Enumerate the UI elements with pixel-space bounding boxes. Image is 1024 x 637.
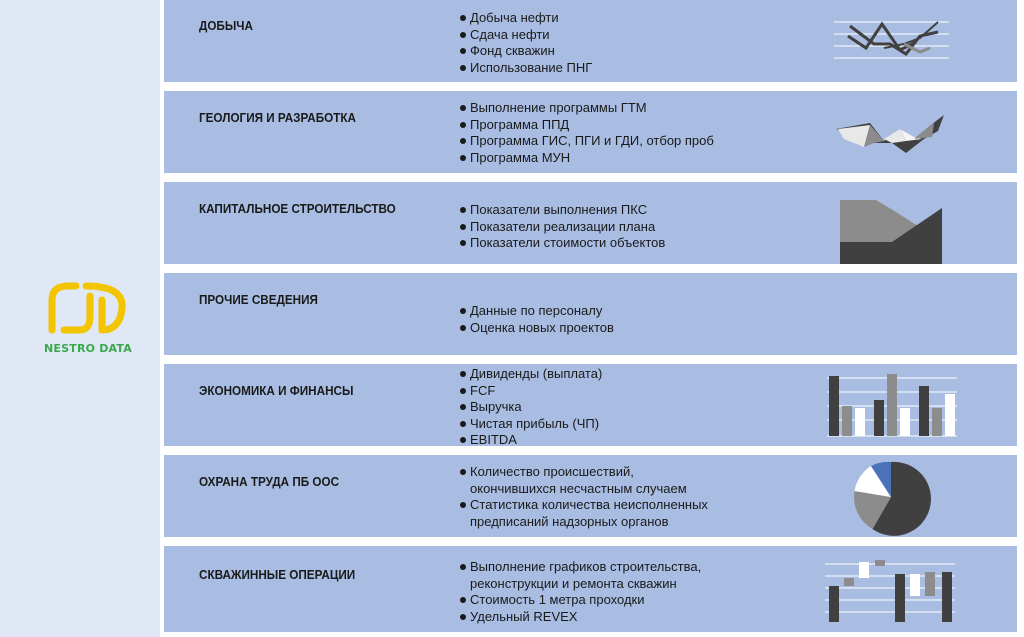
- section-well-operations[interactable]: [164, 546, 1017, 632]
- list-item: Показатели стоимости объектов: [460, 235, 665, 252]
- section-items: [460, 10, 592, 76]
- list-item: Показатели реализации плана: [460, 219, 665, 236]
- list-item: Показатели выполнения ПКС: [460, 202, 665, 219]
- section-items: [460, 202, 665, 252]
- list-item: Программа МУН: [460, 150, 714, 167]
- section-capital-construction[interactable]: [164, 182, 1017, 264]
- section-items: [460, 303, 614, 336]
- section-items: [460, 559, 701, 625]
- list-item: Выполнение графиков строительства,: [460, 559, 701, 576]
- section-items: [460, 464, 708, 530]
- list-item: Количество происшествий,: [460, 464, 708, 481]
- list-item-continuation: предписаний надзорных органов: [470, 513, 669, 529]
- list-item: FCF: [460, 383, 602, 400]
- sidebar: [0, 0, 160, 637]
- logo-mark-icon: [46, 280, 130, 338]
- list-item: Чистая прибыль (ЧП): [460, 416, 602, 433]
- section-production[interactable]: [164, 0, 1017, 82]
- list-item: Стоимость 1 метра проходки: [460, 592, 701, 609]
- list-item-continuation: реконструкции и ремонта скважин: [470, 575, 677, 591]
- section-title: КАПИТАЛЬНОЕ СТРОИТЕЛЬСТВО: [199, 201, 396, 216]
- list-item: Дивиденды (выплата): [460, 366, 602, 383]
- section-title: ДОБЫЧА: [199, 18, 253, 33]
- list-item: Удельный REVEX: [460, 609, 701, 626]
- list-item: Добыча нефти: [460, 10, 592, 27]
- section-items: [460, 100, 714, 166]
- list-item: Статистика количества неисполненных: [460, 497, 708, 514]
- area-3d-chart-icon: [834, 111, 949, 156]
- section-title: ПРОЧИЕ СВЕДЕНИЯ: [199, 292, 318, 307]
- list-item: Выручка: [460, 399, 602, 416]
- area-chart-icon: [836, 200, 946, 264]
- section-title: ЭКОНОМИКА И ФИНАНСЫ: [199, 383, 354, 398]
- waterfall-chart-icon: [825, 558, 955, 624]
- list-item: Оценка новых проектов: [460, 320, 614, 337]
- section-title: СКВАЖИННЫЕ ОПЕРАЦИИ: [199, 567, 356, 582]
- list-item-continuation: окончившихся несчастным случаем: [470, 480, 687, 496]
- pie-chart-icon: [849, 459, 933, 537]
- section-items: [460, 366, 602, 449]
- section-title: ГЕОЛОГИЯ И РАЗРАБОТКА: [199, 110, 356, 125]
- nestro-logo: [38, 280, 138, 360]
- section-economics[interactable]: [164, 364, 1017, 446]
- brand-name: NESTRO DATA: [44, 342, 132, 355]
- section-other-info[interactable]: [164, 273, 1017, 355]
- line-chart-icon: [834, 14, 949, 62]
- bar-chart-icon: [827, 374, 957, 438]
- list-item: Использование ПНГ: [460, 60, 592, 77]
- list-item: EBITDA: [460, 432, 602, 449]
- section-geology[interactable]: [164, 91, 1017, 173]
- list-item: Программа ГИС, ПГИ и ГДИ, отбор проб: [460, 133, 714, 150]
- list-item: Фонд скважин: [460, 43, 592, 60]
- list-item: Программа ППД: [460, 117, 714, 134]
- list-item: Выполнение программы ГТМ: [460, 100, 714, 117]
- section-title: ОХРАНА ТРУДА ПБ ООС: [199, 474, 340, 489]
- list-item: Данные по персоналу: [460, 303, 614, 320]
- list-item: Сдача нефти: [460, 27, 592, 44]
- section-labor-safety[interactable]: [164, 455, 1017, 537]
